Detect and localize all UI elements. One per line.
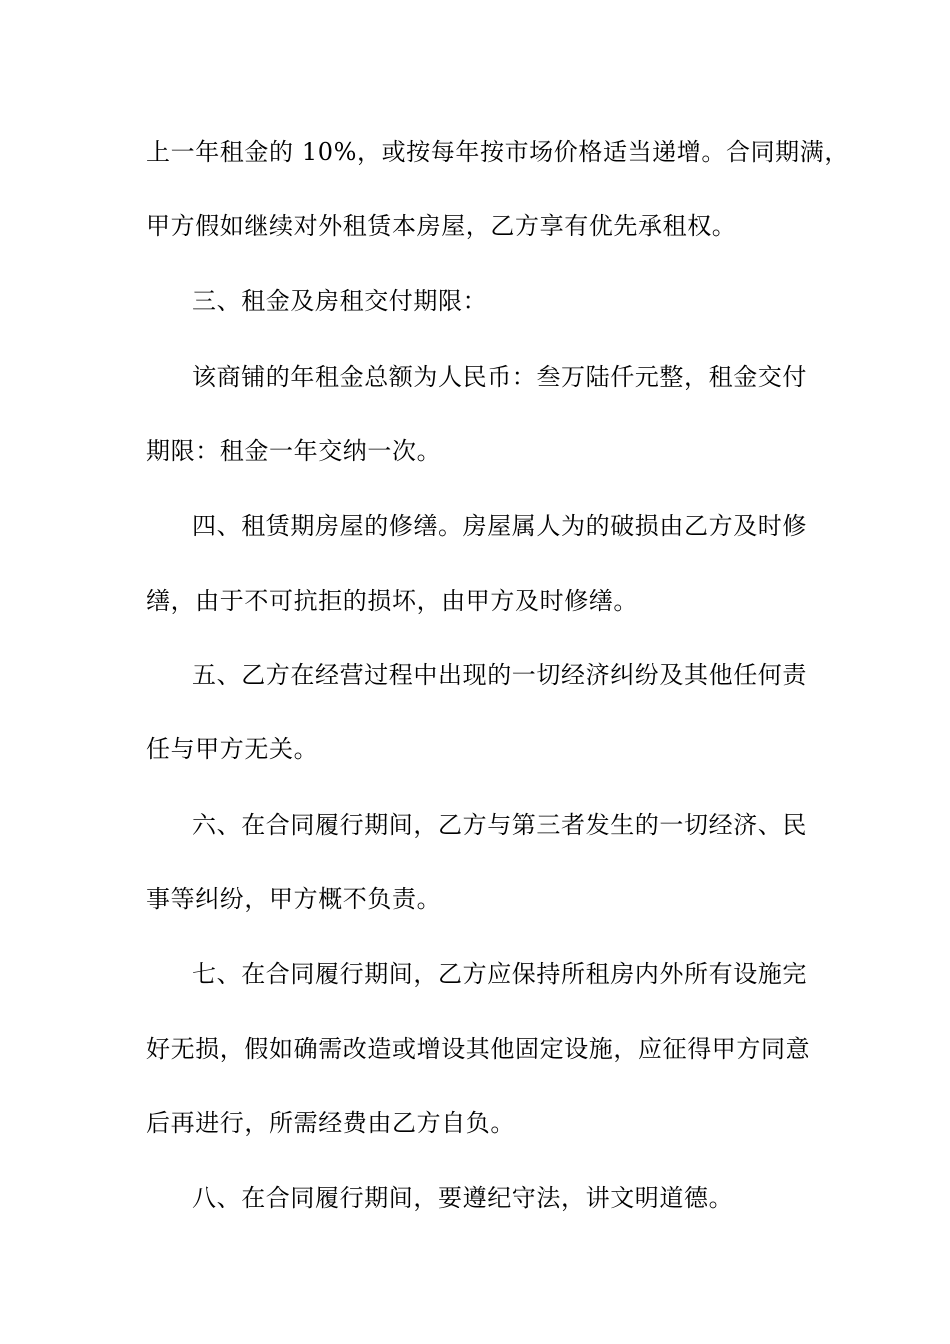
text-line: 七、在合同履行期间，乙方应保持所租房内外所有设施完 [192,960,807,988]
text-line: 五、乙方在经营过程中出现的一切经济纠纷及其他任何责 [192,661,807,689]
text-line: 八、在合同履行期间，要遵纪守法，讲文明道德。 [192,1184,734,1212]
text-line: 六、在合同履行期间，乙方与第三者发生的一切经济、民 [192,811,807,839]
text-line: 后再进行，所需经费由乙方自负。 [146,1109,515,1137]
text-line: 好无损，假如确需改造或增设其他固定设施，应征得甲方同意 [146,1035,811,1063]
text-line: 任与甲方无关。 [146,735,319,763]
text-line: 事等纠纷，甲方概不负责。 [146,885,442,913]
text-line: 缮，由于不可抗拒的损坏，由甲方及时修缮。 [146,587,638,615]
text-line: 四、租赁期房屋的修缮。房屋属人为的破损由乙方及时修 [192,512,807,540]
section-heading: 三、租金及房租交付期限： [192,287,488,315]
text-line: 上一年租金的 10%，或按每年按市场价格适当递增。合同期满， [146,138,849,166]
text-line: 甲方假如继续对外租赁本房屋，乙方享有优先承租权。 [146,212,737,240]
text-line: 期限：租金一年交纳一次。 [146,437,442,465]
text-line: 该商铺的年租金总额为人民币：叁万陆仟元整，租金交付 [192,363,807,391]
